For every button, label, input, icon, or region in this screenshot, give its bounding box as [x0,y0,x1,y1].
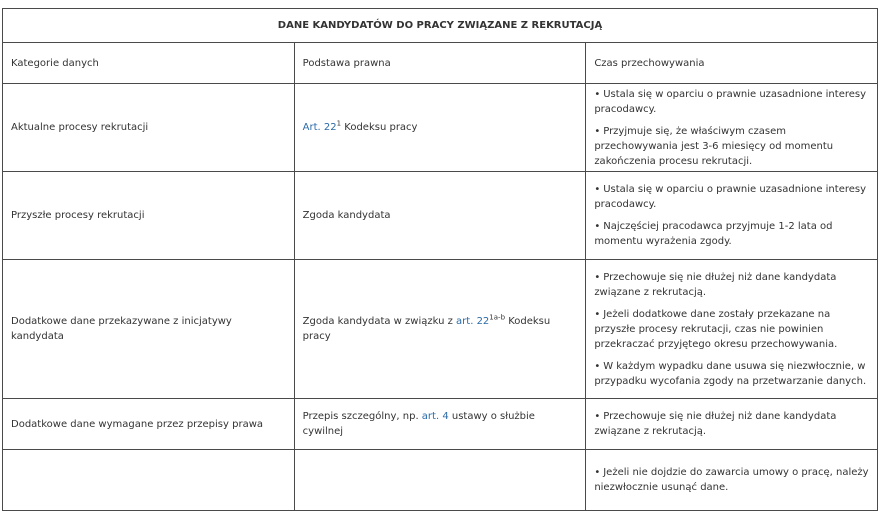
table-row [3,450,878,511]
list-item [594,87,869,117]
category-cell: Dodatkowe dane przekazywane z inicjatywy kandydata [3,260,295,399]
legal-basis-cell [294,450,586,511]
superscript: 1 [336,119,342,128]
category-cell [3,450,295,511]
table-title: DANE KANDYDATÓW DO PRACY ZWIĄZANE Z REKRUTACJĄ [3,9,878,43]
superscript: 1a-b [489,313,506,322]
bullet-icon: • [594,308,601,320]
list-item [594,307,869,352]
legal-link[interactable]: Art. 22 [302,122,337,133]
bullet-icon: • [594,271,601,283]
table-row [3,172,878,260]
table-row [3,260,878,399]
category-cell: Dodatkowe dane wymagane przez przepisy prawa [3,399,295,450]
storage-text: Najczęściej pracodawca przyjmuje 1-2 lata od momentu wyrażenia zgody. [594,221,833,247]
table-header-row [3,43,878,84]
list-item [594,409,869,439]
storage-text: Przechowuje się nie dłużej niż dane kandydata związane z rekrutacją. [594,271,837,298]
list-item [594,182,869,212]
list-item [594,270,869,300]
legal-link[interactable]: art. 22 [456,316,490,327]
legal-basis-prefix: Przepis szczególny, np. [302,411,422,422]
storage-text: Ustala się w oparciu o prawnie uzasadnione interesy pracodawcy. [594,184,867,210]
bullet-icon: • [594,360,601,372]
storage-cell [586,450,878,511]
storage-cell [586,260,878,399]
recruitment-data-table [2,8,878,511]
storage-cell [586,172,878,260]
bullet-icon: • [594,467,601,478]
storage-text: Przechowuje się nie dłużej niż dane kandydata związane z rekrutacją. [594,411,837,437]
storage-cell [586,399,878,450]
storage-text: Przyjmuje się, że właściwym czasem przechowywania jest 3-6 miesięcy od momentu zakończenia procesu rekrutacji. [594,125,834,167]
storage-text: W każdym wypadku dane usuwa się niezwłocznie, w przypadku wycofania zgody na przetwarzanie danych. [594,360,867,387]
storage-text: Jeżeli nie dojdzie do zawarcia umowy o pracę, należy niezwłocznie usunąć dane. [594,467,869,493]
legal-basis-cell [294,84,586,172]
legal-basis-cell [294,260,586,399]
category-cell: Aktualne procesy rekrutacji [3,84,295,172]
table-row [3,399,878,450]
legal-basis-cell: Zgoda kandydata [294,172,586,260]
table-title-row [3,9,878,43]
column-header-legal-basis: Podstawa prawna [294,43,586,84]
bullet-icon: • [594,411,601,422]
list-item [594,465,869,495]
storage-text: Jeżeli dodatkowe dane zostały przekazane na przyszłe procesy rekrutacji, czas nie powinien przekraczać przyjętego okresu przechowywania. [594,308,838,350]
column-header-storage-time: Czas przechowywania [586,43,878,84]
table-row [3,84,878,172]
bullet-icon: • [594,184,601,195]
bullet-icon: • [594,221,601,232]
category-cell: Przyszłe procesy rekrutacji [3,172,295,260]
list-item [594,124,869,169]
storage-cell [586,84,878,172]
column-header-category: Kategorie danych [3,43,295,84]
legal-basis-cell [294,399,586,450]
list-item [594,359,869,389]
storage-text: Ustala się w oparciu o prawnie uzasadnione interesy pracodawcy. [594,88,867,115]
list-item [594,219,869,249]
bullet-icon: • [594,125,601,137]
legal-basis-prefix: Zgoda kandydata w związku z [302,316,457,327]
legal-basis-suffix: Kodeksu pracy [302,316,551,342]
bullet-icon: • [594,88,601,100]
legal-basis-suffix: ustawy o służbie cywilnej [302,411,535,437]
legal-basis-suffix: Kodeksu pracy [341,122,418,133]
legal-link[interactable]: art. 4 [421,411,449,422]
